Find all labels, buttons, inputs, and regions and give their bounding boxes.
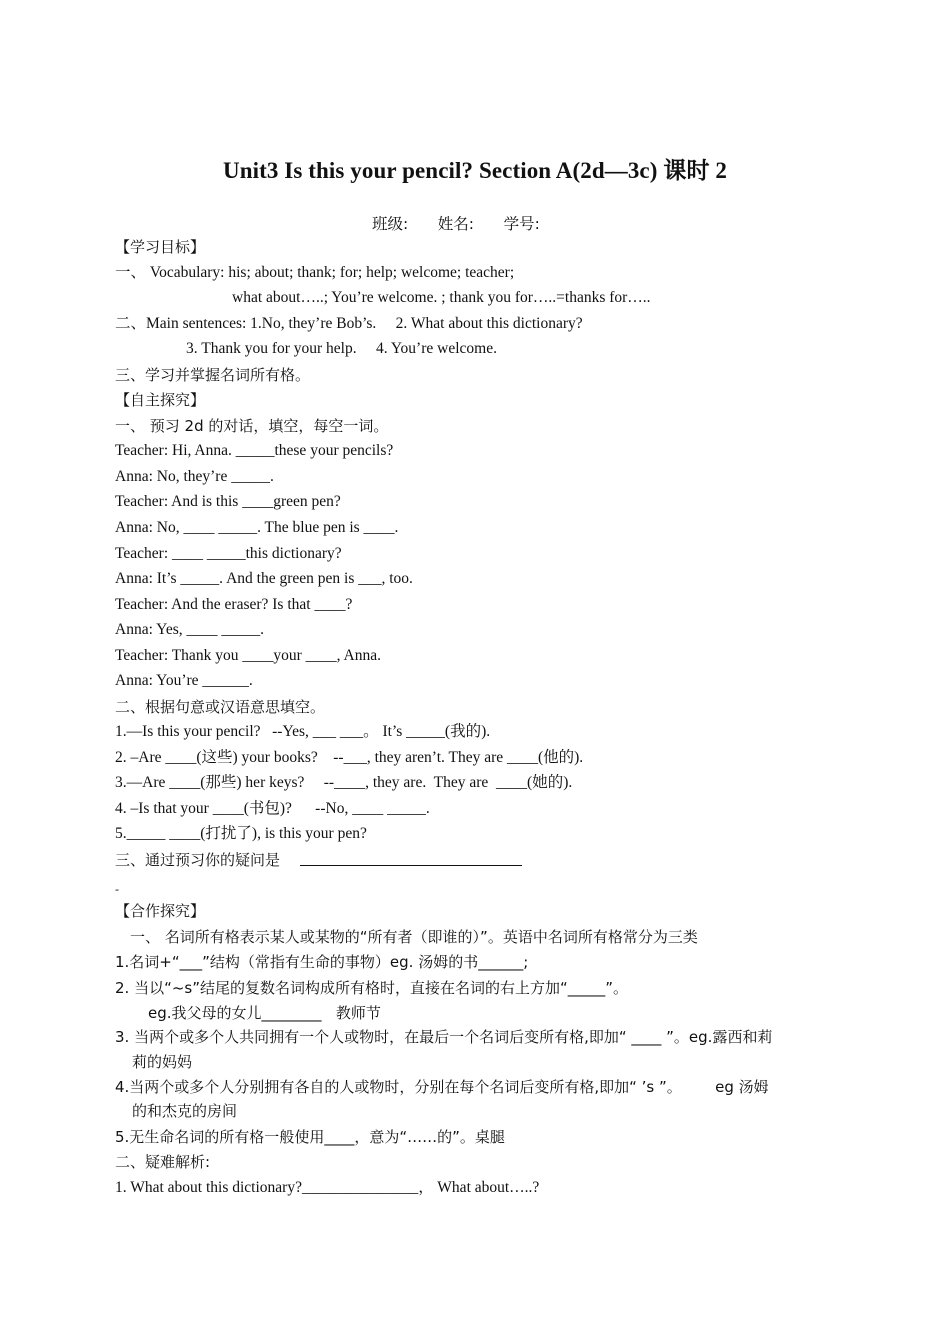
dialogue-line: Anna: It’s _____. And the green pen is ___, too. [115, 570, 413, 587]
dialogue-line: Anna: Yes, ____ _____. [115, 621, 264, 638]
sentences-line-2: 3. Thank you for your help. 4. You’re welcome. [186, 340, 497, 357]
goal-line: 三、学习并掌握名词所有格。 [115, 366, 311, 384]
dialogue-line: Teacher: And is this ____green pen? [115, 493, 341, 510]
vocabulary-line-2: what about…..; You’re welcome. ; thank you for…..=thanks for….. [232, 289, 651, 306]
sentences-line: 二、Main sentences: 1.No, they’re Bob’s. 2. What about this dictionary? [115, 315, 583, 332]
instruction-line: 一、 预习 2d 的对话，填空，每空一词。 [115, 417, 389, 435]
dialogue-line: Anna: No, they’re _____. [115, 468, 274, 485]
rule-line-cont: 莉的妈妈 [132, 1053, 193, 1071]
rule-line: 5.无生命名词的所有格一般使用____，意为“……的”。桌腿 [115, 1128, 505, 1146]
answer-blank [300, 865, 522, 866]
instruction-line: 二、根据句意或汉语意思填空。 [115, 698, 326, 716]
dialogue-line: Teacher: ____ _____this dictionary? [115, 545, 342, 562]
exercise-line: 4. –Is that your ____(书包)? --No, ____ _____. [115, 800, 430, 817]
section-heading: 【自主探究】 [115, 391, 206, 409]
exercise-line: 3.—Are ____(那些) her keys? --____, they are. They are ____(她的). [115, 774, 573, 791]
section-heading: 【学习目标】 [115, 238, 206, 256]
page-title: Unit3 Is this your pencil? Section A(2d—3c) 课时 2 [222, 158, 728, 183]
question-line: 三、通过预习你的疑问是 [115, 851, 281, 869]
explanation-line: 一、 名词所有格表示某人或某物的“所有者（即谁的）”。英语中名词所有格常分为三类 [130, 928, 698, 946]
dialogue-line: Teacher: Hi, Anna. _____these your pencils? [115, 442, 394, 459]
section-heading: 二、疑难解析: [115, 1153, 211, 1171]
dialogue-line: Teacher: Thank you ____your ____, Anna. [115, 647, 381, 664]
exercise-line: 1.—Is this your pencil? --Yes, ___ ___。 It’s _____(我的). [115, 723, 491, 740]
rule-example-line: eg.我父母的女儿________ 教师节 [148, 1004, 381, 1022]
dialogue-line: Anna: You’re ______. [115, 672, 253, 689]
dialogue-line: Teacher: And the eraser? Is that ____? [115, 596, 353, 613]
rule-line: 3. 当两个或多个人共同拥有一个人或物时，在最后一个名词后变所有格,即加“ ____ ”。eg.露西和莉 [115, 1028, 773, 1046]
student-info: 班级: 姓名: 学号: [372, 215, 540, 233]
rule-line-cont: 的和杰克的房间 [132, 1102, 238, 1120]
rule-line: 4.当两个或多个人分别拥有各自的人或物时，分别在每个名词后变所有格,即加“ ’s ”。 eg 汤姆 [115, 1078, 769, 1096]
rule-line: 1.名词+“___”结构（常指有生命的事物）eg. 汤姆的书______; [115, 953, 529, 971]
dash-mark: - [115, 882, 119, 896]
exercise-line: 5._____ ____(打扰了), is this your pen? [115, 825, 367, 842]
vocabulary-line: 一、 Vocabulary: his; about; thank; for; help; welcome; teacher; [115, 264, 515, 281]
section-heading: 【合作探究】 [115, 902, 206, 920]
dialogue-line: Anna: No, ____ _____. The blue pen is ____. [115, 519, 399, 536]
exercise-line: 2. –Are ____(这些) your books? --___, they aren’t. They are ____(他的). [115, 749, 584, 766]
analysis-line: 1. What about this dictionary?_______________， What about…..? [115, 1179, 540, 1196]
rule-line: 2. 当以“~s”结尾的复数名词构成所有格时，直接在名词的右上方加“_____”。 [115, 979, 629, 997]
